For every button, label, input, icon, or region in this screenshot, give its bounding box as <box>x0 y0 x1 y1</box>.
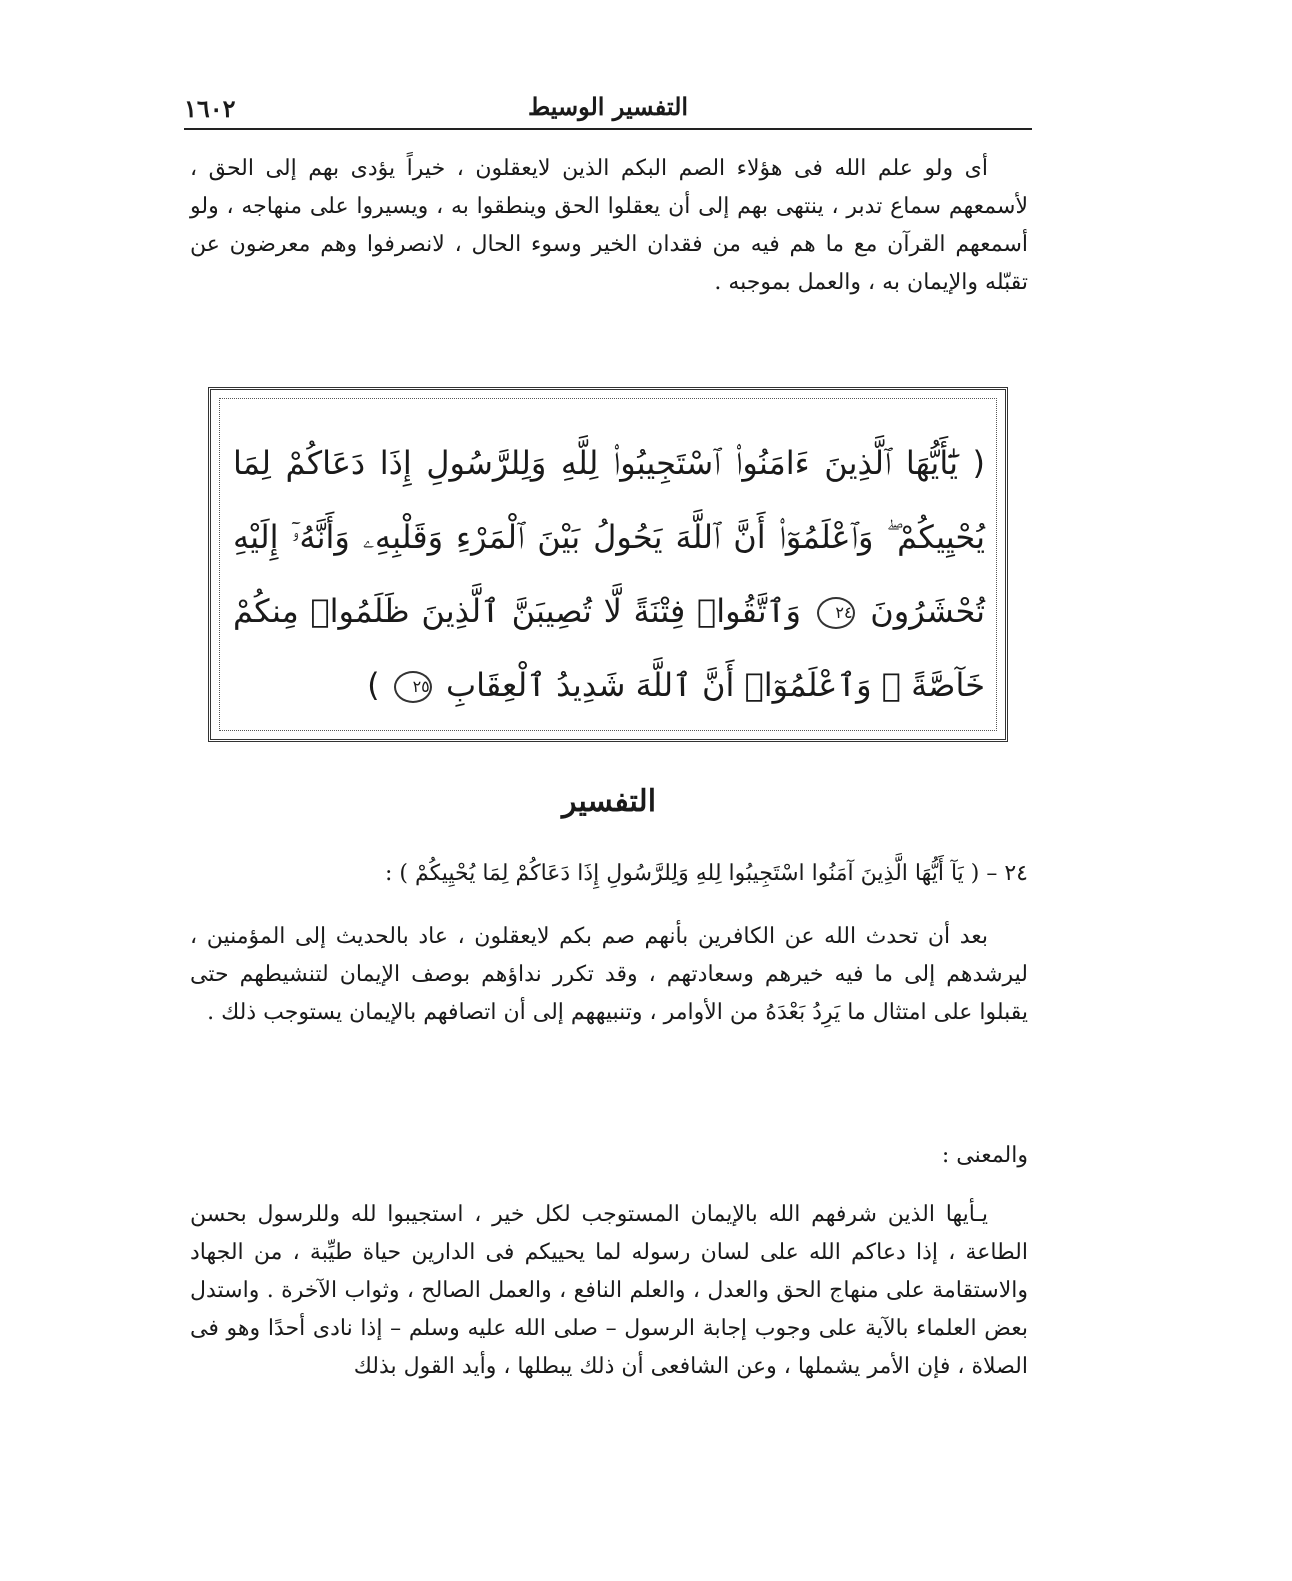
verse-closing-bracket: ) <box>367 666 380 704</box>
section-title: التفسير <box>561 784 657 819</box>
intro-paragraph: أى ولو علم الله فى هؤلاء الصم البكم الذين لايعقلون ، خيراً يؤدى بهم إلى الحق ، لأسمعهم سماع تدبر ، ينتهى بهم إلى أن يعقلوا الحق وينطقوا به ، ويسيروا على منهاجه ، ولو أسمعهم القرآن مع ما هم فيه من فقدان الخير وسوء الحال ، لانصرفوا وهم معرضون عن تقبّله والإيمان به ، والعمل بموجبه . <box>190 156 1028 295</box>
verse-reference: ٢٤ – ( يَآ أَيُّهَا الَّذِينَ آمَنُوا اسْتَجِيبُوا لِلهِ وَلِلرَّسُولِ إِذَا دَعَاكُمْ لِمَا يُحْيِيكُمْ ) : <box>384 861 1028 886</box>
page-header <box>184 92 1032 130</box>
verse-part-2: وَٱتَّقُوا۟ فِتْنَةً لَّا تُصِيبَنَّ ٱلَّذِينَ ظَلَمُوا۟ مِنكُمْ خَآصَّةً ۖ وَٱعْلَمُوٓا۟ أَنَّ ٱللَّهَ شَدِيدُ ٱلْعِقَابِ <box>233 592 985 704</box>
page-number: ١٦٠٢ <box>184 94 236 123</box>
quran-verse-text <box>233 426 985 722</box>
verse-part-1: ( يَٰٓأَيُّهَا ٱلَّذِينَ ءَامَنُوا۟ ٱسْتَجِيبُوا۟ لِلَّهِ وَلِلرَّسُولِ إِذَا دَعَاكُمْ لِمَا يُحْيِيكُمْ ۖ وَٱعْلَمُوٓا۟ أَنَّ ٱللَّهَ يَحُولُ بَيْنَ ٱلْمَرْءِ وَقَلْبِهِۦ وَأَنَّهُۥٓ إِلَيْهِ تُحْشَرُونَ <box>233 444 985 630</box>
quran-verse-frame <box>208 387 1008 742</box>
ayah-number-24: ٢٤ <box>817 597 855 629</box>
paragraph-3: يـأيها الذين شرفهم الله بالإيمان المستوجب لكل خير ، استجيبوا لله وللرسول بحسن الطاعة ، إذا دعاكم الله على لسان رسوله لما يحييكم فى الدارين حياة طيِّبة ، من الجهاد والاستقامة على منهاج الحق والعدل ، والعلم النافع ، والعمل الصالح ، وثواب الآخرة . واستدل بعض العلماء بالآية على وجوب إجابة الرسول – صلى الله عليه وسلم – إذا نادى أحدًا وهو فى الصلاة ، فإن الأمر يشملها ، وعن الشافعى أن ذلك يبطلها ، وأيد القول بذلك <box>190 1202 1028 1379</box>
meaning-label: والمعنى : <box>941 1143 1028 1168</box>
ayah-number-25: ٢٥ <box>394 671 432 703</box>
paragraph-2: بعد أن تحدث الله عن الكافرين بأنهم صم بكم لايعقلون ، عاد بالحديث إلى المؤمنين ، ليرشدهم إلى ما فيه خيرهم وسعادتهم ، وقد تكرر نداؤهم بوصف الإيمان لتنشيطهم حتى يقبلوا على امتثال ما يَرِدُ بَعْدَهُ من الأوامر ، وتنبيههم إلى أن اتصافهم بالإيمان يستوجب ذلك . <box>190 924 1028 1025</box>
book-title: التفسير الوسيط <box>527 92 689 121</box>
